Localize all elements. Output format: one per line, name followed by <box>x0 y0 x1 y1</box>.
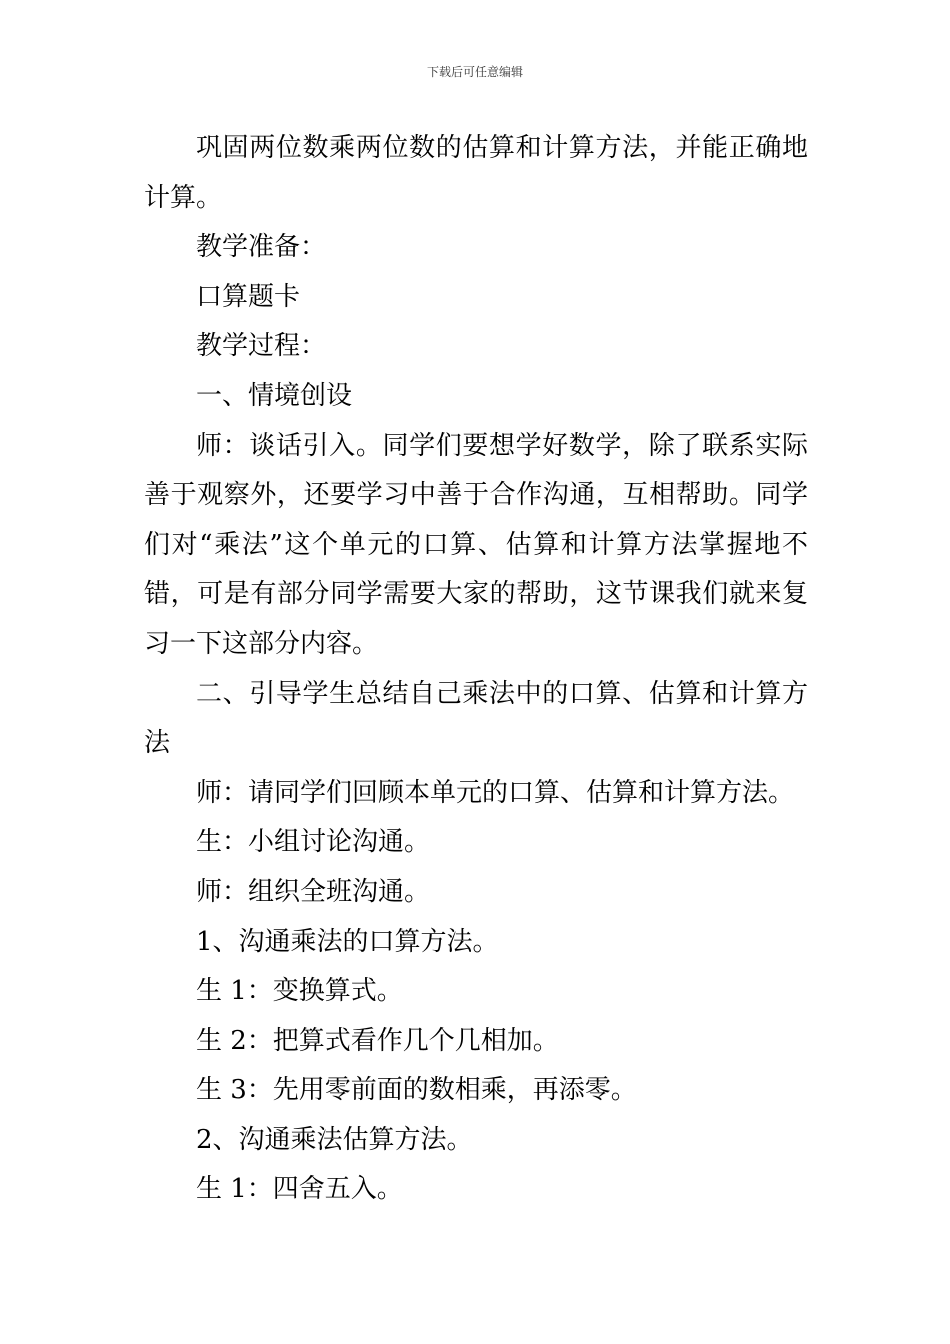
paragraph-student-1: 生 1：变换算式。 <box>196 976 403 1007</box>
paragraph-student-3: 生 3：先用零前面的数相乘，再添零。 <box>196 1075 637 1106</box>
paragraph-oral-method: 1、沟通乘法的口算方法。 <box>196 926 499 957</box>
paragraph-teacher-organize: 师：组织全班沟通。 <box>196 876 431 907</box>
page-header: 下载后可任意编辑 <box>426 65 523 79</box>
paragraph-student-estimate-1: 生 1：四舍五入。 <box>196 1174 403 1205</box>
paragraph-prep-heading: 教学准备： <box>196 232 327 263</box>
paragraph-teacher-review: 师：请同学们回顾本单元的口算、估算和计算方法。 <box>196 777 795 808</box>
paragraph-section-1: 一、情境创设 <box>196 380 353 411</box>
document-body <box>144 124 808 1215</box>
paragraph-estimate-method: 2、沟通乘法估算方法。 <box>196 1124 473 1155</box>
paragraph-teacher-intro: 师：谈话引入。同学们要想学好数学，除了联系实际善于观察外，还要学习中善于合作沟通，互相帮助。同学们对“乘法”这个单元的口算、估算和计算方法掌握地不错，可是有部分同学需要大家的帮助，这节课我们就来复习一下这部分内容。 <box>144 430 808 659</box>
paragraph-prep-item: 口算题卡 <box>196 281 301 312</box>
paragraph-section-2: 二、引导学生总结自己乘法中的口算、估算和计算方法 <box>144 678 808 759</box>
paragraph-process-heading: 教学过程： <box>196 331 327 362</box>
paragraph-student-2: 生 2：把算式看作几个几相加。 <box>196 1025 559 1056</box>
paragraph-student-discuss: 生：小组讨论沟通。 <box>196 827 431 858</box>
paragraph-goal: 巩固两位数乘两位数的估算和计算方法，并能正确地计算。 <box>144 133 808 213</box>
